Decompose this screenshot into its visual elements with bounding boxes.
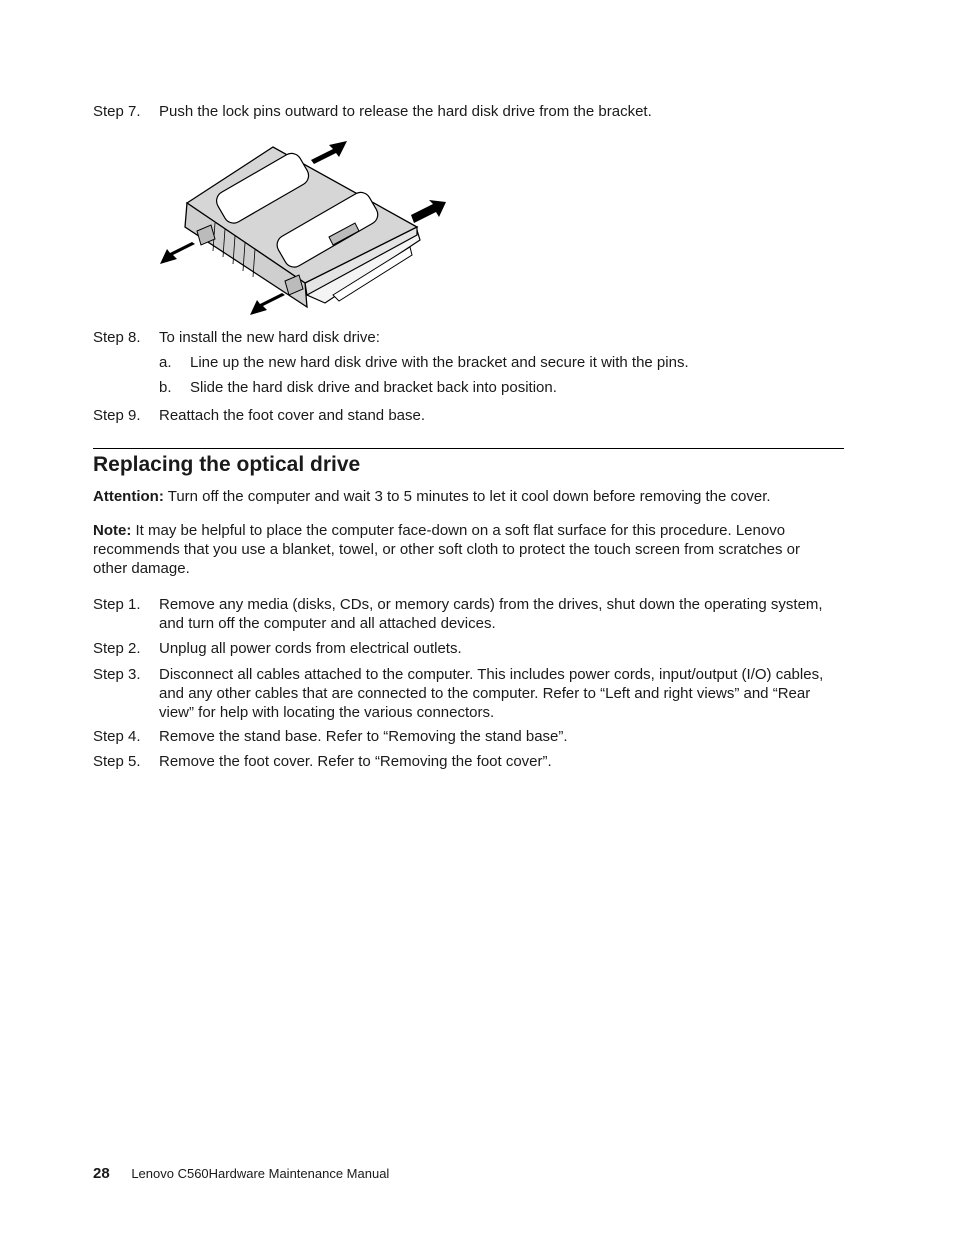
attention-paragraph bbox=[93, 487, 838, 506]
hdd-bracket-illustration bbox=[155, 135, 455, 325]
step-1 bbox=[93, 595, 843, 633]
section-divider bbox=[93, 448, 844, 449]
note-paragraph bbox=[93, 521, 838, 578]
step-text: Remove the stand base. Refer to “Removing the stand base”. bbox=[159, 728, 568, 745]
attention-text: Turn off the computer and wait 3 to 5 minutes to let it cool down before removing the cover. bbox=[167, 488, 771, 505]
step-text: Remove any media (disks, CDs, or memory cards) from the drives, shut down the operating system, and turn off the computer and all attached devices. bbox=[159, 596, 823, 632]
step-text: To install the new hard disk drive: bbox=[159, 329, 380, 346]
step-2 bbox=[93, 639, 843, 658]
note-text: It may be helpful to place the computer face-down on a soft flat surface for this procedure. Lenovo recommends that you use a blanket, towel, or other soft cloth to protect the touch screen from scratches or other damage. bbox=[93, 522, 801, 577]
step-text: Push the lock pins outward to release the hard disk drive from the bracket. bbox=[159, 103, 652, 120]
substep-label: b. bbox=[159, 379, 172, 396]
step-label: Step 2. bbox=[93, 640, 141, 657]
step-3 bbox=[93, 665, 843, 722]
step-label: Step 7. bbox=[93, 103, 141, 120]
step-label: Step 8. bbox=[93, 329, 141, 346]
manual-title: Lenovo C560Hardware Maintenance Manual bbox=[131, 1166, 390, 1181]
step-7 bbox=[93, 102, 843, 121]
step-label: Step 5. bbox=[93, 753, 141, 770]
substep-b bbox=[159, 378, 849, 397]
step-label: Step 9. bbox=[93, 407, 141, 424]
step-text: Unplug all power cords from electrical outlets. bbox=[159, 640, 462, 657]
substep-a bbox=[159, 353, 849, 372]
note-label: Note: bbox=[93, 522, 132, 539]
step-text: Remove the foot cover. Refer to “Removing the foot cover”. bbox=[159, 753, 552, 770]
step-text: Disconnect all cables attached to the computer. This includes power cords, input/output (I/O) cables, and any other cables that are connected to the computer. Refer to “Left and right views” and “Rear view” for help with locating the various connectors. bbox=[159, 666, 824, 721]
substep-text: Line up the new hard disk drive with the bracket and secure it with the pins. bbox=[190, 354, 689, 371]
substep-text: Slide the hard disk drive and bracket back into position. bbox=[190, 379, 557, 396]
step-8 bbox=[93, 328, 843, 347]
section-title: Replacing the optical drive bbox=[93, 453, 361, 476]
step-5 bbox=[93, 752, 843, 771]
attention-label: Attention: bbox=[93, 488, 164, 505]
step-label: Step 3. bbox=[93, 666, 141, 683]
page-number: 28 bbox=[93, 1165, 110, 1182]
step-label: Step 1. bbox=[93, 596, 141, 613]
step-label: Step 4. bbox=[93, 728, 141, 745]
step-9 bbox=[93, 406, 843, 425]
substep-label: a. bbox=[159, 354, 172, 371]
page-footer bbox=[93, 1165, 389, 1183]
step-text: Reattach the foot cover and stand base. bbox=[159, 407, 426, 424]
step-4 bbox=[93, 727, 843, 746]
